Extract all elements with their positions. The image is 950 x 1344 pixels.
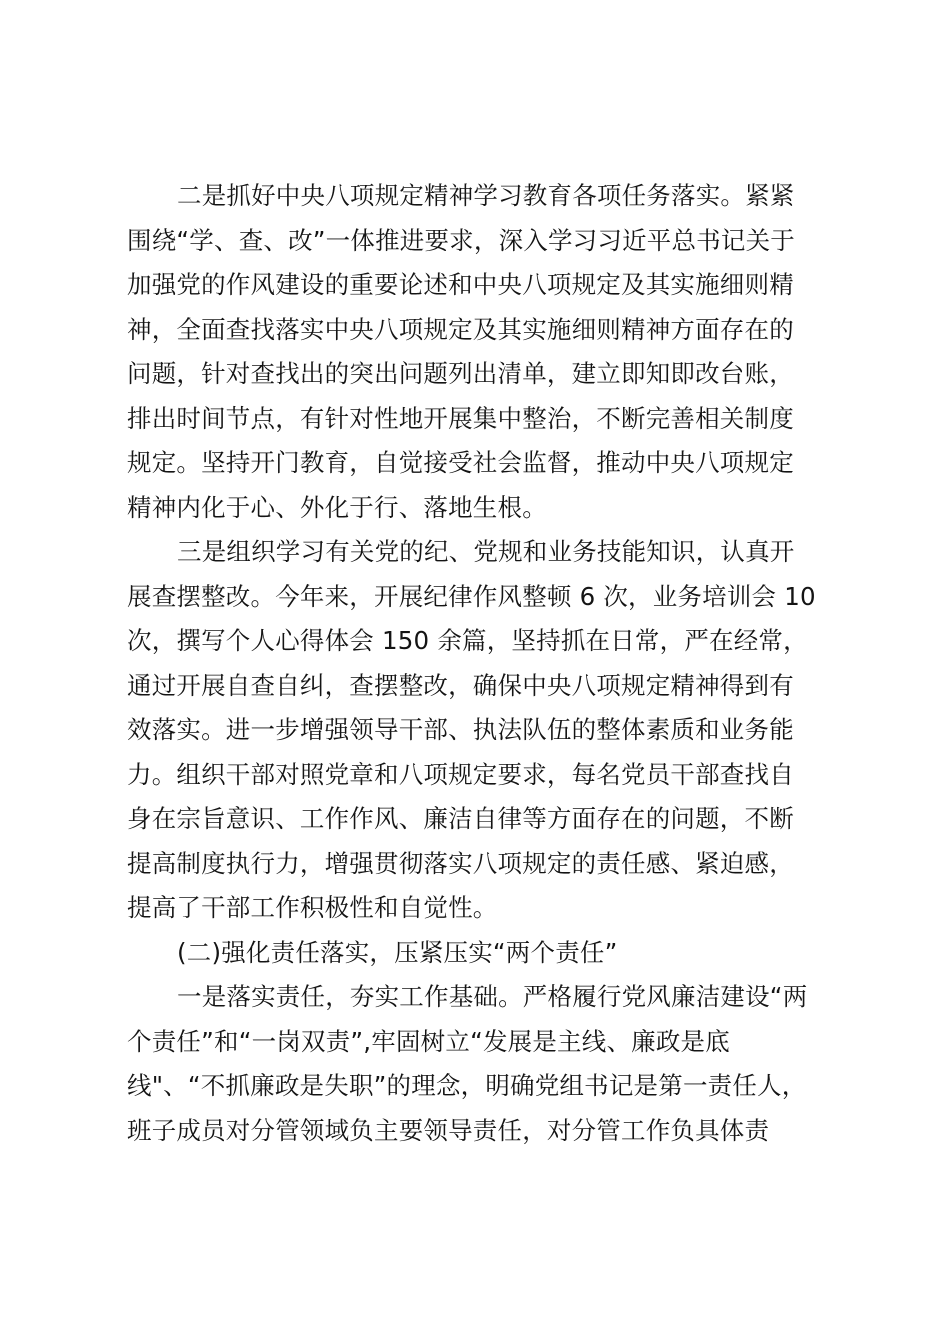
- paragraph-line: 展查摆整改。今年来，开展纪律作风整顿 6 次，业务培训会 10: [127, 581, 816, 611]
- paragraph-line: 精神内化于心、外化于行、落地生根。: [127, 492, 547, 522]
- paragraph-line: 次，撰写个人心得体会 150 余篇，坚持抓在日常，严在经常，: [127, 626, 808, 655]
- section-heading: (二)强化责任落实，压紧压实“两个责任”: [177, 937, 618, 967]
- paragraph-line: 通过开展自查自纠，查摆整改，确保中央八项规定精神得到有: [127, 670, 794, 700]
- paragraph-line: 神，全面查找落实中央八项规定及其实施细则精神方面存在的: [127, 314, 794, 344]
- paragraph-line: 身在宗旨意识、工作作风、廉洁自律等方面存在的问题，不断: [127, 804, 794, 833]
- document-body: [127, 174, 827, 1153]
- paragraph-line: 三是组织学习有关党的纪、党规和业务技能知识，认真开: [177, 537, 795, 566]
- paragraph-line: 提高了干部工作积极性和自觉性。: [127, 893, 498, 922]
- paragraph-line: 班子成员对分管领域负主要领导责任，对分管工作负具体责: [127, 1115, 770, 1145]
- paragraph-line: 个责任”和“一岗双责”,牢固树立“发展是主线、廉政是底: [127, 1026, 730, 1056]
- paragraph-line: 提高制度执行力，增强贯彻落实八项规定的责任感、紧迫感，: [127, 848, 794, 878]
- paragraph-line: 加强党的作风建设的重要论述和中央八项规定及其实施细则精: [127, 270, 794, 299]
- paragraph-line: 规定。坚持开门教育，自觉接受社会监督，推动中央八项规定: [127, 448, 794, 477]
- paragraph-line: 问题，针对查找出的突出问题列出清单，建立即知即改台账，: [127, 359, 794, 388]
- paragraph-line: 排出时间节点，有针对性地开展集中整治，不断完善相关制度: [127, 403, 794, 433]
- paragraph-line: 效落实。进一步增强领导干部、执法队伍的整体素质和业务能: [127, 715, 794, 744]
- paragraph-line: 二是抓好中央八项规定精神学习教育各项任务落实。紧紧: [177, 181, 795, 210]
- paragraph-line: 线"、“不抓廉政是失职”的理念，明确党组书记是第一责任人，: [127, 1071, 807, 1100]
- paragraph-line: 力。组织干部对照党章和八项规定要求，每名党员干部查找自: [127, 759, 794, 789]
- paragraph-line: 一是落实责任，夯实工作基础。严格履行党风廉洁建设“两: [177, 982, 808, 1011]
- paragraph-line: 围绕“学、查、改”一体推进要求，深入学习习近平总书记关于: [127, 225, 795, 255]
